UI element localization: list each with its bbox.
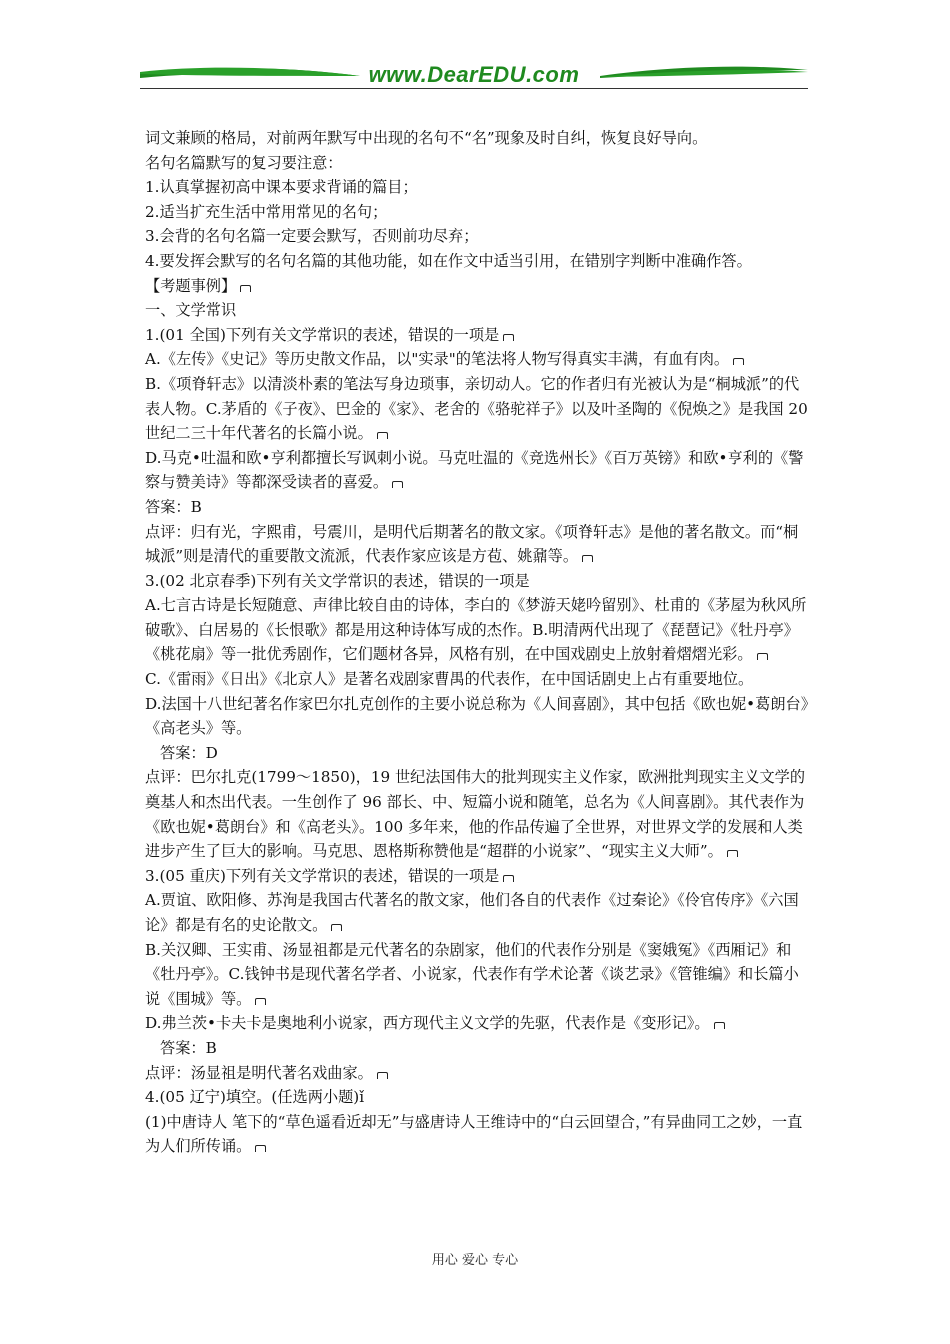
paragraph-text: 4.(05 辽宁)填空。(任选两小题)ǐ bbox=[145, 1088, 365, 1107]
paragraph-text: 1.(01 全国)下列有关文学常识的表述，错误的一项是 bbox=[145, 325, 500, 344]
paragraph bbox=[145, 274, 810, 299]
paragraph-mark-icon bbox=[392, 481, 403, 488]
paragraph bbox=[145, 765, 810, 863]
paragraph bbox=[145, 495, 810, 520]
paragraph bbox=[145, 593, 810, 667]
paragraph-mark-icon bbox=[331, 924, 342, 931]
paragraph bbox=[145, 1085, 810, 1110]
document-body bbox=[145, 126, 810, 1159]
paragraph bbox=[145, 520, 810, 569]
site-logo[interactable]: www.DearEDU.com bbox=[368, 62, 580, 87]
paragraph-text: 3.会背的名句名篇一定要会默写，否则前功尽弃； bbox=[145, 227, 479, 246]
paragraph-mark-icon bbox=[255, 1145, 266, 1152]
paragraph-text: 答案：B bbox=[145, 497, 202, 516]
paragraph bbox=[145, 126, 810, 151]
paragraph bbox=[145, 1036, 810, 1061]
paragraph bbox=[145, 692, 810, 741]
paragraph bbox=[145, 224, 810, 249]
paragraph-text: 词文兼顾的格局，对前两年默写中出现的名句不“名”现象及时自纠，恢复良好导向。 bbox=[145, 129, 708, 147]
paragraph bbox=[145, 569, 810, 594]
paragraph-text: 点评：汤显祖是明代著名戏曲家。 bbox=[145, 1063, 373, 1082]
paragraph-text: 答案：B bbox=[160, 1038, 217, 1057]
paragraph-mark-icon bbox=[255, 998, 266, 1005]
paragraph bbox=[145, 298, 810, 323]
paragraph bbox=[145, 888, 810, 937]
paragraph-text: D.马克•吐温和欧•亨利都擅长写讽刺小说。马克吐温的《竞选州长》《百万英镑》和欧•亨利的《警察与赞美诗》等都深受读者的喜爱。 bbox=[145, 448, 804, 492]
paragraph-mark-icon bbox=[733, 358, 744, 365]
paragraph-mark-icon bbox=[714, 1022, 725, 1029]
paragraph bbox=[145, 667, 810, 692]
paragraph bbox=[145, 200, 810, 225]
paragraph-text: 一、文学常识 bbox=[145, 301, 237, 320]
paragraph-text: B.《项脊轩志》以清淡朴素的笔法写身边琐事，亲切动人。它的作者归有光被认为是“桐城派”的代表人物。C.茅盾的《子夜》、巴金的《家》、老舍的《骆驼祥子》以及叶圣陶的《倪焕之》是我国 20 世纪二三十年代著名的长篇小说。 bbox=[145, 374, 808, 443]
paragraph-text: C.《雷雨》《日出》《北京人》是著名戏剧家曹禺的代表作，在中国话剧史上占有重要地位。 bbox=[145, 670, 754, 689]
paragraph bbox=[145, 1061, 810, 1086]
paragraph-mark-icon bbox=[727, 850, 738, 857]
paragraph bbox=[145, 347, 810, 372]
paragraph-text: D.弗兰茨•卡夫卡是奥地利小说家，西方现代主义文学的先驱，代表作是《变形记》。 bbox=[145, 1014, 710, 1033]
paragraph-text: A.《左传》《史记》等历史散文作品，以"实录"的笔法将人物写得真实丰满，有血有肉。 bbox=[145, 350, 730, 369]
paragraph-text: 4.要发挥会默写的名句名篇的其他功能，如在作文中适当引用，在错别字判断中准确作答。 bbox=[145, 251, 752, 270]
paragraph-mark-icon bbox=[377, 1072, 388, 1079]
paragraph bbox=[145, 151, 810, 176]
paragraph-text: A.贾谊、欧阳修、苏洵是我国古代著名的散文家，他们各自的代表作《过秦论》《伶官传序》《六国论》都是有名的史论散文。 bbox=[145, 891, 799, 934]
paragraph-text: D.法国十八世纪著名作家巴尔扎克创作的主要小说总称为《人间喜剧》，其中包括《欧也妮•葛朗台》《高老头》等。 bbox=[145, 694, 809, 738]
paragraph-text: 名句名篇默写的复习要注意： bbox=[145, 153, 343, 172]
paragraph-text: 2.适当扩充生活中常用常见的名句； bbox=[145, 202, 388, 221]
paragraph bbox=[145, 249, 810, 274]
paragraph bbox=[145, 323, 810, 348]
paragraph bbox=[145, 864, 810, 889]
paragraph-text: 1.认真掌握初高中课本要求背诵的篇目； bbox=[145, 178, 418, 197]
paragraph-text: B.关汉卿、王实甫、汤显祖都是元代著名的杂剧家，他们的代表作分别是《窦娥冤》《西厢记》和《牡丹亭》。C.钱钟书是现代著名学者、小说家，代表作有学术论著《谈艺录》《管锥编》和长篇小说《围城》等。 bbox=[145, 940, 799, 1008]
paragraph bbox=[145, 175, 810, 200]
paragraph-mark-icon bbox=[503, 875, 514, 882]
paragraph-text: (1)中唐诗人 笔下的“草色遥看近却无”与盛唐诗人王维诗中的“白云回望合，”有异曲同工之妙，一直为人们所传诵。 bbox=[145, 1112, 803, 1156]
paragraph-mark-icon bbox=[377, 432, 388, 439]
paragraph bbox=[145, 1011, 810, 1036]
paragraph bbox=[145, 1110, 810, 1159]
paragraph-text: 点评：归有光，字熙甫，号震川，是明代后期著名的散文家。《项脊轩志》是他的著名散文。而“桐城派”则是清代的重要散文流派，代表作家应该是方苞、姚鼐等。 bbox=[145, 522, 799, 566]
paragraph-text: 点评：巴尔扎克(1799～1850)，19 世纪法国伟大的批判现实主义作家，欧洲批判现实主义文学的奠基人和杰出代表。一生创作了 96 部长、中、短篇小说和随笔，总名为《人间喜剧》。其代表作为《欧也妮•葛朗台》和《高老头》。100 多年来，他的作品传遍了全世界，对世界文学的发展和人类进步产生了巨大的影响。马克思、恩格斯称赞他是“超群的小说家”、“现实主义大师”。 bbox=[145, 768, 806, 861]
paragraph bbox=[145, 372, 810, 446]
paragraph-text: 答案：D bbox=[160, 743, 218, 762]
paragraph-mark-icon bbox=[240, 285, 251, 292]
paragraph-text: 3.(02 北京春季)下列有关文学常识的表述，错误的一项是 bbox=[145, 571, 530, 590]
paragraph bbox=[145, 938, 810, 1012]
header-divider bbox=[140, 88, 808, 89]
paragraph bbox=[145, 741, 810, 766]
paragraph-mark-icon bbox=[503, 334, 514, 341]
paragraph-text: A.七言古诗是长短随意、声律比较自由的诗体，李白的《梦游天姥吟留别》、杜甫的《茅屋为秋风所破歌》、白居易的《长恨歌》都是用这种诗体写成的杰作。B.明清两代出现了《琵琶记》《牡丹亭》《桃花扇》等一批优秀剧作，它们题材各异，风格有别，在中国戏剧史上放射着熠熠光彩。 bbox=[145, 596, 807, 664]
paragraph-mark-icon bbox=[757, 653, 768, 660]
paragraph-text: 3.(05 重庆)下列有关文学常识的表述，错误的一项是 bbox=[145, 866, 500, 885]
paragraph bbox=[145, 446, 810, 495]
paragraph-mark-icon bbox=[582, 555, 593, 562]
paragraph-text: 【考题事例】 bbox=[145, 276, 237, 295]
page-footer: 用心 爱心 专心 bbox=[431, 1253, 519, 1268]
